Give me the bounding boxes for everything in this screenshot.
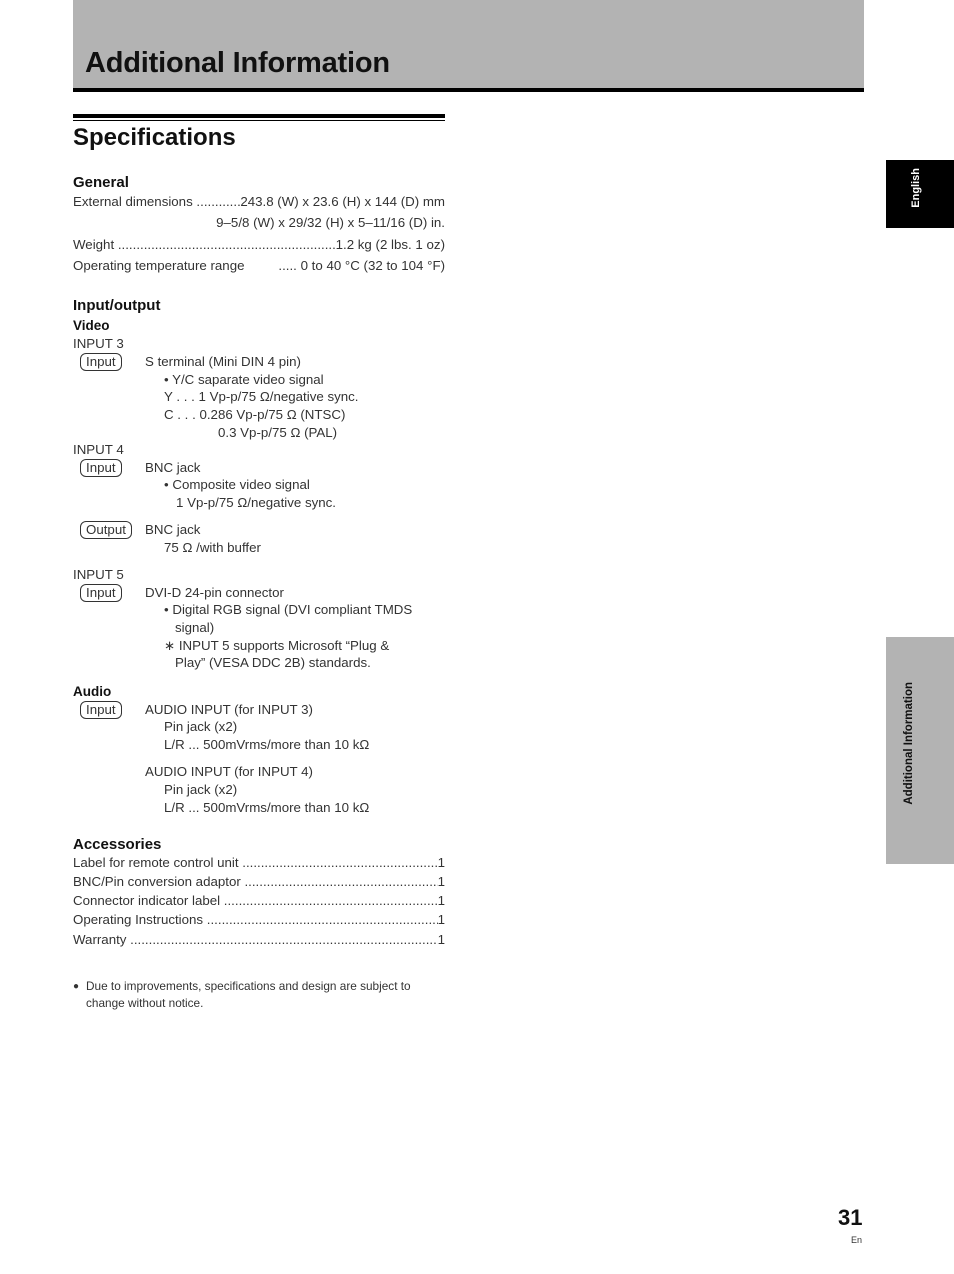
accessory-row — [73, 892, 445, 912]
input4-line3: 1 Vp-p/75 Ω/negative sync. — [176, 495, 336, 510]
side-tab-english-label: English — [910, 168, 922, 208]
audio3-jack: Pin jack (x2) — [164, 719, 238, 734]
note-bullet-icon: ● — [73, 981, 80, 992]
side-tab-additional-information — [886, 637, 954, 864]
chapter-header — [73, 0, 864, 92]
audio4-level: L/R ... 500mVrms/more than 10 kΩ — [164, 800, 370, 815]
dimensions-label: External dimensions ..... — [73, 193, 240, 213]
input4-line1: BNC jack — [145, 460, 201, 475]
accessory-row — [73, 873, 445, 893]
audio4-title: AUDIO INPUT (for INPUT 4) — [145, 764, 313, 779]
input3-line2: • Y/C saparate video signal — [164, 372, 324, 387]
input4-tag: Input — [80, 459, 122, 477]
input5-line5: Play” (VESA DDC 2B) standards. — [175, 655, 371, 670]
accessory-qty: 1 — [437, 893, 445, 908]
temperature-dots: ..... — [278, 258, 301, 273]
accessory-label: Warranty ..... — [73, 931, 438, 951]
input3-label: INPUT 3 — [73, 336, 124, 351]
page-language: En — [851, 1235, 863, 1245]
weight-value: 1.2 kg (2 lbs. 1 oz) — [335, 237, 445, 252]
input5-line2: • Digital RGB signal (DVI compliant TMDS — [164, 602, 413, 617]
accessory-label: Operating Instructions ..... — [73, 911, 438, 931]
input5-line4: ∗ INPUT 5 supports Microsoft “Plug & — [164, 638, 390, 653]
dimensions-inch: 9–5/8 (W) x 29/32 (H) x 5–11/16 (D) in. — [216, 215, 445, 230]
input4-label: INPUT 4 — [73, 442, 124, 457]
input3-line1: S terminal (Mini DIN 4 pin) — [145, 354, 301, 369]
input5-line1: DVI-D 24-pin connector — [145, 585, 284, 600]
temperature-value: 0 to 40 °C (32 to 104 °F) — [300, 258, 445, 273]
audio3-title: AUDIO INPUT (for INPUT 3) — [145, 702, 313, 717]
accessory-label: Connector indicator label ..... — [73, 892, 438, 912]
note — [73, 978, 445, 1018]
page-number: 31 — [838, 1205, 863, 1230]
accessory-qty: 1 — [437, 912, 445, 927]
accessory-qty: 1 — [437, 932, 445, 947]
io-section — [73, 297, 445, 827]
chapter-title: Additional Information — [85, 47, 390, 79]
accessories-section — [73, 836, 445, 956]
accessory-row — [73, 854, 445, 874]
audio-tag: Input — [80, 701, 122, 719]
side-tab-additional-label: Additional Information — [903, 682, 915, 805]
input3-line3: Y . . . 1 Vp-p/75 Ω/negative sync. — [164, 389, 359, 404]
audio3-level: L/R ... 500mVrms/more than 10 kΩ — [164, 737, 370, 752]
dimensions-value: 243.8 (W) x 23.6 (H) x 144 (D) mm — [240, 194, 445, 209]
weight-label: Weight ..... — [73, 236, 336, 256]
input4-output-line1: BNC jack — [145, 522, 201, 537]
input3-line4: C . . . 0.286 Vp-p/75 Ω (NTSC) — [164, 407, 346, 422]
temperature-value-wrap — [244, 257, 445, 277]
weight-row — [73, 236, 445, 256]
dimensions-row — [73, 193, 445, 213]
accessory-row — [73, 931, 445, 951]
temperature-label: Operating temperature range — [73, 258, 245, 273]
accessory-label: BNC/Pin conversion adaptor ..... — [73, 873, 438, 893]
input5-line3: signal) — [175, 620, 215, 635]
audio-heading: Audio — [73, 684, 112, 699]
accessory-qty: 1 — [437, 874, 445, 889]
accessory-qty: 1 — [437, 855, 445, 870]
input5-label: INPUT 5 — [73, 567, 124, 582]
video-heading: Video — [73, 318, 110, 333]
section-title: Specifications — [73, 124, 236, 151]
general-heading: General — [73, 174, 129, 191]
input3-line5: 0.3 Vp-p/75 Ω (PAL) — [218, 425, 338, 440]
section-rule-thin — [73, 120, 445, 121]
input3-tag: Input — [80, 353, 122, 371]
input4-output-line2: 75 Ω /with buffer — [164, 540, 261, 555]
side-tab-english — [886, 160, 954, 228]
section-rule-thick — [73, 114, 445, 118]
note-line2: change without notice. — [86, 996, 204, 1010]
audio4-jack: Pin jack (x2) — [164, 782, 238, 797]
input5-tag: Input — [80, 584, 122, 602]
accessories-heading: Accessories — [73, 836, 162, 853]
general-section — [73, 174, 445, 284]
note-line1: Due to improvements, specifications and design are subject to — [86, 979, 411, 993]
accessory-row — [73, 911, 445, 931]
input4-line2: • Composite video signal — [164, 477, 310, 492]
io-heading: Input/output — [73, 297, 161, 314]
accessory-label: Label for remote control unit ..... — [73, 854, 438, 874]
temperature-row — [73, 257, 445, 277]
input4-output-tag: Output — [80, 521, 132, 539]
